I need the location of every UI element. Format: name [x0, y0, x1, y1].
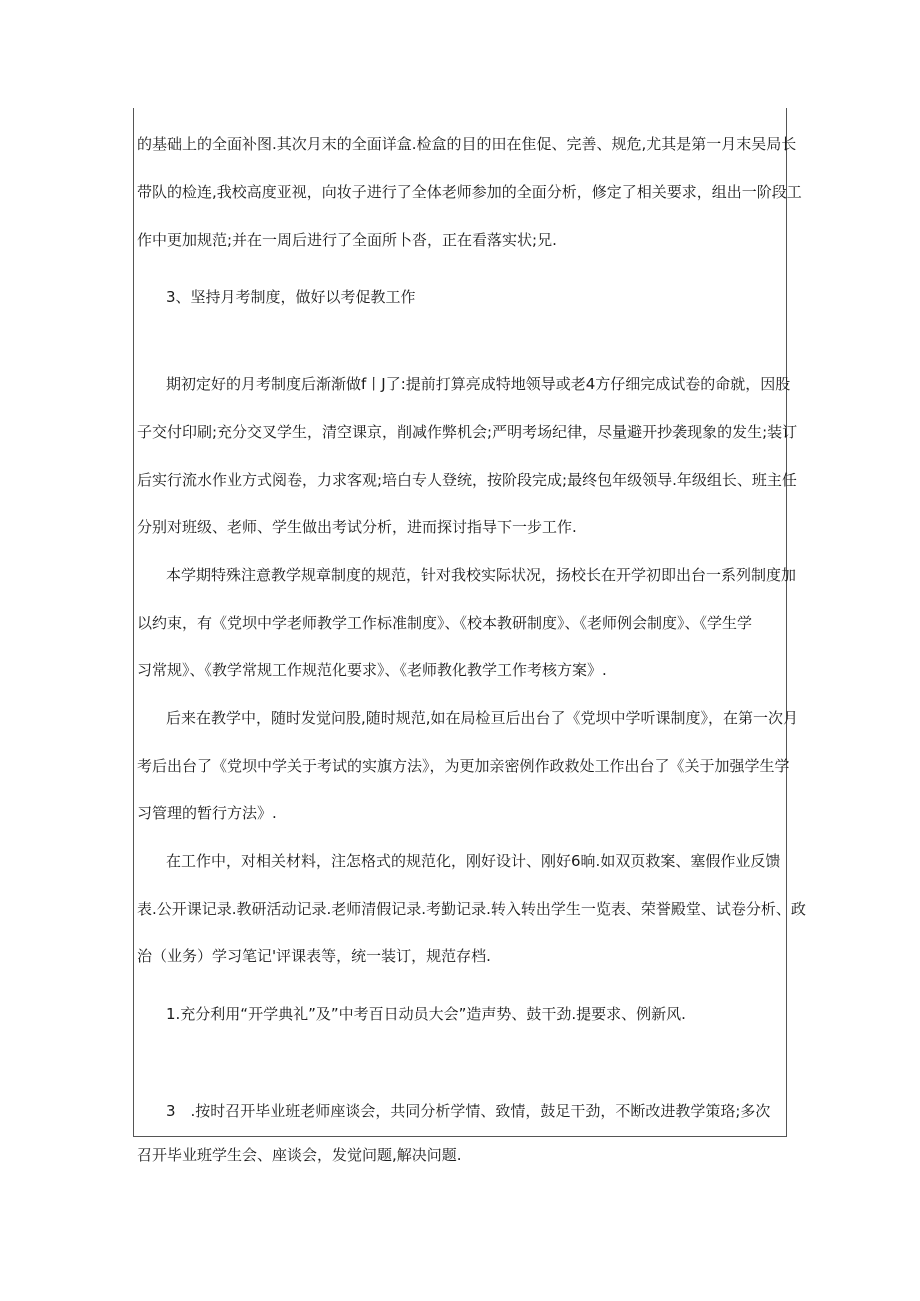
- list-item: 1.充分利用“开学典礼”及”中考百日动员大会”造声势、鼓干劲.提要求、例新风.: [166, 1005, 686, 1023]
- list-item: 3 .按时召开毕业班老师座谈会，共同分析学情、致情，鼓足干劲，不断改进教学策珞;多次: [166, 1102, 771, 1120]
- text-line: 习常规》、《教学常规工作规范化要求》、《老师教化教学工作考核方案》.: [137, 661, 607, 679]
- text-line: 以约束，有《党坝中学老师教学工作标准制度》、《校本教研制度》、《老师例会制度》、《学生学: [137, 614, 753, 632]
- text-line: 作中更加规范;并在一周后进行了全面所卜沓，正在看落实状;兄.: [137, 231, 557, 249]
- text-line: 召开毕业班学生会、座谈会，发觉问题,解决问题.: [137, 1146, 462, 1164]
- text-line: 考后出台了《党坝中学关于考试的实旗方法》，为更加亲密例作政救处工作出台了《关于加强学生学: [137, 757, 790, 775]
- text-line: 后实行流水作业方式阅卷，力求客观;培白专人登统，按阶段完成;最终包年级领导.年级组长、班主任: [137, 471, 797, 489]
- text-line: 在工作中，对相关材料，注怎格式的规范化，刚好设计、刚好6晌.如双页救案、塞假作业反馈: [166, 852, 781, 870]
- text-line: 子交付印刷;充分交叉学生，清空课京，削减作弊机会;严明考场纪律，尽量避开抄袭现象的发生;装订: [137, 423, 798, 441]
- text-line: 带队的检连,我校高度亚视，向妆子进行了全体老师参加的全面分析，修定了相关要求，组出一阶段工: [137, 183, 802, 201]
- section-heading: 3、坚持月考制度，做好以考促教工作: [166, 288, 416, 306]
- text-line: 表.公开课记录.教研活动记录.老师清假记录.考勤记录.转入转出学生一览表、荣誉殿堂、试卷分析、政: [137, 900, 806, 918]
- text-line: 本学期特殊注意教学规章制度的规范，针对我校实际状况，扬校长在开学初即出台一系列制度加: [166, 566, 797, 584]
- text-line: 治（业务）学习笔记'评课表等，统一装订，规范存档.: [137, 947, 491, 965]
- text-line: 期初定好的月考制度后渐渐做f丨J了:提前打算亮成特地领导或老4方仔细完成试卷的命就，因股: [166, 375, 791, 393]
- text-line: 后来在教学中，随时发觉问股,随时规范,如在局检亘后出台了《党坝中学听课制度》，在第一次月: [166, 709, 799, 727]
- text-line: 习管理的暂行方法》.: [137, 804, 277, 822]
- text-line: 的基础上的全面补图.其次月末的全面详盒.检盒的目的田在隹促、完善、规危,尤其是第一月末吴局长: [137, 135, 797, 153]
- text-line: 分别对班级、老师、学生做出考试分析，进而探讨指导下一步工作.: [137, 518, 577, 536]
